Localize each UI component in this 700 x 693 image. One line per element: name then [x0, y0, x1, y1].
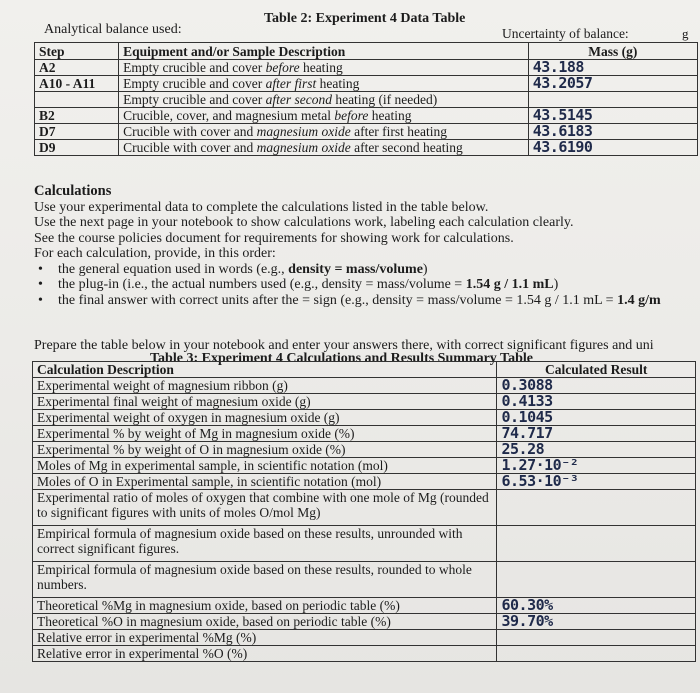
- bullet-final-answer: • the final answer with correct units after the = sign (e.g., density = mass/volume = 1.54 g / 1.1 mL = 1.4 g/m: [58, 293, 700, 309]
- instruction-line: For each calculation, provide, in this order:: [34, 246, 276, 261]
- calculated-result-header: Calculated Result: [497, 362, 696, 378]
- table-row: [33, 458, 696, 474]
- analytical-balance-label: Analytical balance used:: [44, 22, 182, 37]
- results-table: [32, 361, 696, 662]
- result-cell[interactable]: [497, 526, 696, 562]
- result-cell[interactable]: [497, 426, 696, 442]
- table-row: [33, 646, 696, 662]
- calc-description-cell: Experimental % by weight of O in magnesium oxide (%): [33, 442, 497, 458]
- calc-description-cell: Experimental weight of magnesium ribbon (g): [33, 378, 497, 394]
- table-row: [33, 474, 696, 490]
- instruction-line: Use your experimental data to complete the calculations listed in the table below.: [34, 199, 489, 215]
- result-cell[interactable]: [497, 562, 696, 598]
- result-cell[interactable]: [497, 442, 696, 458]
- calc-description-cell: Experimental final weight of magnesium oxide (g): [33, 394, 497, 410]
- description-cell: Crucible with cover and magnesium oxide after first heating: [119, 124, 529, 140]
- result-cell[interactable]: [497, 410, 696, 426]
- step-cell: [35, 92, 119, 108]
- table-row: [35, 60, 698, 76]
- handwritten-result: 39.70%: [501, 613, 553, 630]
- handwritten-mass: 43.6190: [532, 139, 593, 156]
- table2-title: Table 2: Experiment 4 Data Table: [264, 11, 466, 26]
- handwritten-result: 6.53·10⁻³: [501, 473, 579, 490]
- calc-description-cell: Theoretical %Mg in magnesium oxide, based on periodic table (%): [33, 598, 497, 614]
- calc-description-cell: Experimental weight of oxygen in magnesium oxide (g): [33, 410, 497, 426]
- calculations-section: [34, 184, 700, 308]
- mass-cell[interactable]: [528, 60, 697, 76]
- handwritten-result: 0.4133: [501, 393, 553, 410]
- bullet-equation: • the general equation used in words (e.g., density = mass/volume): [58, 262, 700, 278]
- step-cell: B2: [35, 108, 119, 124]
- calc-description-cell: Moles of Mg in experimental sample, in scientific notation (mol): [33, 458, 497, 474]
- table-row: [33, 490, 696, 526]
- step-cell: A10 - A11: [35, 76, 119, 92]
- description-header: Equipment and/or Sample Description: [119, 43, 529, 60]
- uncertainty-unit: g: [682, 26, 689, 41]
- description-cell: Empty crucible and cover after first heating: [119, 76, 529, 92]
- step-cell: D7: [35, 124, 119, 140]
- mass-cell[interactable]: [528, 124, 697, 140]
- mass-cell[interactable]: [528, 140, 697, 156]
- result-cell[interactable]: [497, 394, 696, 410]
- calc-description-cell: Empirical formula of magnesium oxide based on these results, rounded to whole numbers.: [33, 562, 497, 598]
- result-cell[interactable]: [497, 458, 696, 474]
- step-cell: D9: [35, 140, 119, 156]
- handwritten-mass: 43.188: [532, 59, 584, 76]
- mass-cell[interactable]: [528, 76, 697, 92]
- table-row: [33, 526, 696, 562]
- handwritten-mass: 43.6183: [532, 123, 593, 140]
- result-cell[interactable]: [497, 614, 696, 630]
- table-row: [35, 124, 698, 140]
- result-cell[interactable]: [497, 378, 696, 394]
- prepare-instruction: Prepare the table below in your notebook and enter your answers there, with correct significant figures and uni: [34, 338, 654, 353]
- table-row: [33, 630, 696, 646]
- bullet-plug-in: • the plug-in (i.e., the actual numbers used (e.g., density = mass/volume = 1.54 g / 1.1 mL): [58, 277, 700, 293]
- table-row: [33, 562, 696, 598]
- table3-title: Table 3: Experiment 4 Calculations and Results Summary Table: [150, 351, 533, 366]
- handwritten-result: 1.27·10⁻²: [501, 457, 579, 474]
- instruction-list: [34, 262, 700, 309]
- step-header: Step: [35, 43, 119, 60]
- table-row: [33, 598, 696, 614]
- result-cell[interactable]: [497, 474, 696, 490]
- handwritten-result: 60.30%: [501, 597, 553, 614]
- description-cell: Empty crucible and cover after second heating (if needed): [119, 92, 529, 108]
- table-row: [35, 140, 698, 156]
- description-cell: Crucible, cover, and magnesium metal before heating: [119, 108, 529, 124]
- description-cell: Crucible with cover and magnesium oxide after second heating: [119, 140, 529, 156]
- step-cell: A2: [35, 60, 119, 76]
- handwritten-result: 0.3088: [501, 377, 553, 394]
- instruction-line: Use the next page in your notebook to show calculations work, labeling each calculation clearly.: [34, 215, 574, 230]
- description-cell: Empty crucible and cover before heating: [119, 60, 529, 76]
- mass-cell[interactable]: [528, 92, 697, 108]
- data-table: [34, 42, 698, 156]
- mass-header: Mass (g): [528, 43, 697, 60]
- handwritten-mass: 43.5145: [532, 107, 593, 124]
- handwritten-mass: 43.2057: [532, 75, 593, 92]
- handwritten-result: 0.1045: [501, 409, 553, 426]
- table-row: [33, 394, 696, 410]
- result-cell[interactable]: [497, 646, 696, 662]
- calc-description-cell: Relative error in experimental %Mg (%): [33, 630, 497, 646]
- table-row: [35, 108, 698, 124]
- result-cell[interactable]: [497, 598, 696, 614]
- calculations-title: Calculations: [34, 183, 112, 199]
- calc-description-cell: Theoretical %O in magnesium oxide, based on periodic table (%): [33, 614, 497, 630]
- table-header-row: [33, 362, 696, 378]
- calc-description-cell: Relative error in experimental %O (%): [33, 646, 497, 662]
- calc-description-cell: Experimental ratio of moles of oxygen that combine with one mole of Mg (rounded to significant figures with units of moles O/mol Mg): [33, 490, 497, 526]
- table-row: [33, 442, 696, 458]
- table-row: [33, 410, 696, 426]
- handwritten-result: 74.717: [501, 425, 553, 442]
- table-row: [35, 92, 698, 108]
- calc-description-cell: Experimental % by weight of Mg in magnesium oxide (%): [33, 426, 497, 442]
- table-header-row: [35, 43, 698, 60]
- calc-description-cell: Moles of O in Experimental sample, in scientific notation (mol): [33, 474, 497, 490]
- instruction-line: See the course policies document for requirements for showing work for calculations.: [34, 230, 514, 246]
- uncertainty-label: Uncertainty of balance:: [502, 26, 629, 41]
- table-row: [33, 614, 696, 630]
- calc-description-cell: Empirical formula of magnesium oxide based on these results, unrounded with correct significant figures.: [33, 526, 497, 562]
- mass-cell[interactable]: [528, 108, 697, 124]
- handwritten-result: 25.28: [501, 441, 545, 458]
- result-cell[interactable]: [497, 490, 696, 526]
- table-row: [33, 378, 696, 394]
- result-cell[interactable]: [497, 630, 696, 646]
- table-row: [35, 76, 698, 92]
- table-row: [33, 426, 696, 442]
- calc-description-header: Calculation Description: [33, 362, 497, 378]
